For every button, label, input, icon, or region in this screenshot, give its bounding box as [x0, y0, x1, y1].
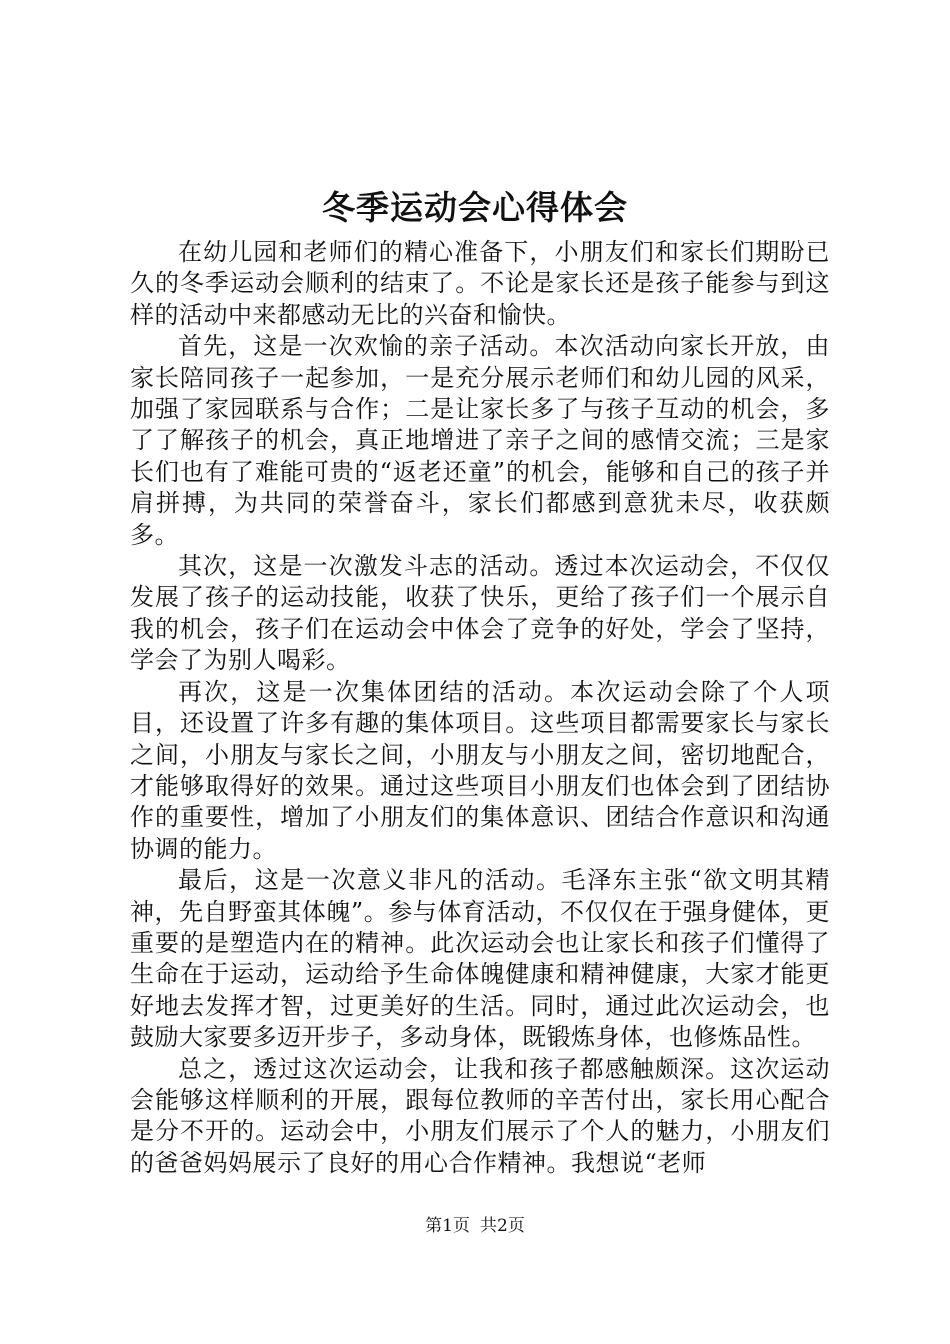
paragraph-third: 再次，这是一次集体团结的活动。本次运动会除了个人项目，还设置了许多有趣的集体项目。这些项目都需要家长与家长之间，小朋友与家长之间，小朋友与小朋友之间，密切地配合，才能够取得好的效果。通过这些项目小朋友们也体会到了团结协作的重要性，增加了小朋友们的集体意识、团结合作意识和沟通协调的能力。	[130, 677, 830, 863]
paragraph-intro: 在幼儿园和老师们的精心准备下，小朋友们和家长们期盼已久的冬季运动会顺利的结束了。不论是家长还是孩子能参与到这样的活动中来都感动无比的兴奋和愉快。	[130, 238, 830, 329]
paragraph-second: 其次，这是一次激发斗志的活动。透过本次运动会，不仅仅发展了孩子的运动技能，收获了快乐，更给了孩子们一个展示自我的机会，孩子们在运动会中体会了竞争的好处，学会了坚持，学会了为别人喝彩。	[130, 552, 830, 675]
paragraph-summary: 总之，透过这次运动会，让我和孩子都感触颇深。这次运动会能够这样顺利的开展，跟每位教师的辛苦付出，家长用心配合是分不开的。运动会中，小朋友们展示了个人的魅力，小朋友们的爸爸妈妈展示了良好的用心合作精神。我想说“老师	[130, 1054, 830, 1177]
paragraph-fourth: 最后，这是一次意义非凡的活动。毛泽东主张“欲文明其精神，先自野蛮其体魄”。参与体育活动，不仅仅在于强身健体，更重要的是塑造内在的精神。此次运动会也让家长和孩子们懂得了生命在于运动，运动给予生命体魄健康和精神健康，大家才能更好地去发挥才智，过更美好的生活。同时，通过此次运动会，也鼓励大家要多迈开步子，多动身体，既锻炼身体，也修炼品性。	[130, 866, 830, 1052]
document-title: 冬季运动会心得体会	[322, 188, 628, 227]
paragraph-first: 首先，这是一次欢愉的亲子活动。本次活动向家长开放，由家长陪同孩子一起参加，一是充分展示老师们和幼儿园的风采，加强了家园联系与合作；二是让家长多了与孩子互动的机会，多了了解孩子的机会，真正地增进了亲子之间的感情交流；三是家长们也有了难能可贵的“返老还童”的机会，能够和自己的孩子并肩拼搏，为共同的荣誉奋斗，家长们都感到意犹未尽，收获颇多。	[130, 332, 830, 549]
page-number-current: 第1页	[425, 1216, 470, 1236]
document-body	[130, 237, 830, 1179]
page-number-total: 共2页	[480, 1216, 525, 1236]
page-footer	[0, 1215, 950, 1237]
